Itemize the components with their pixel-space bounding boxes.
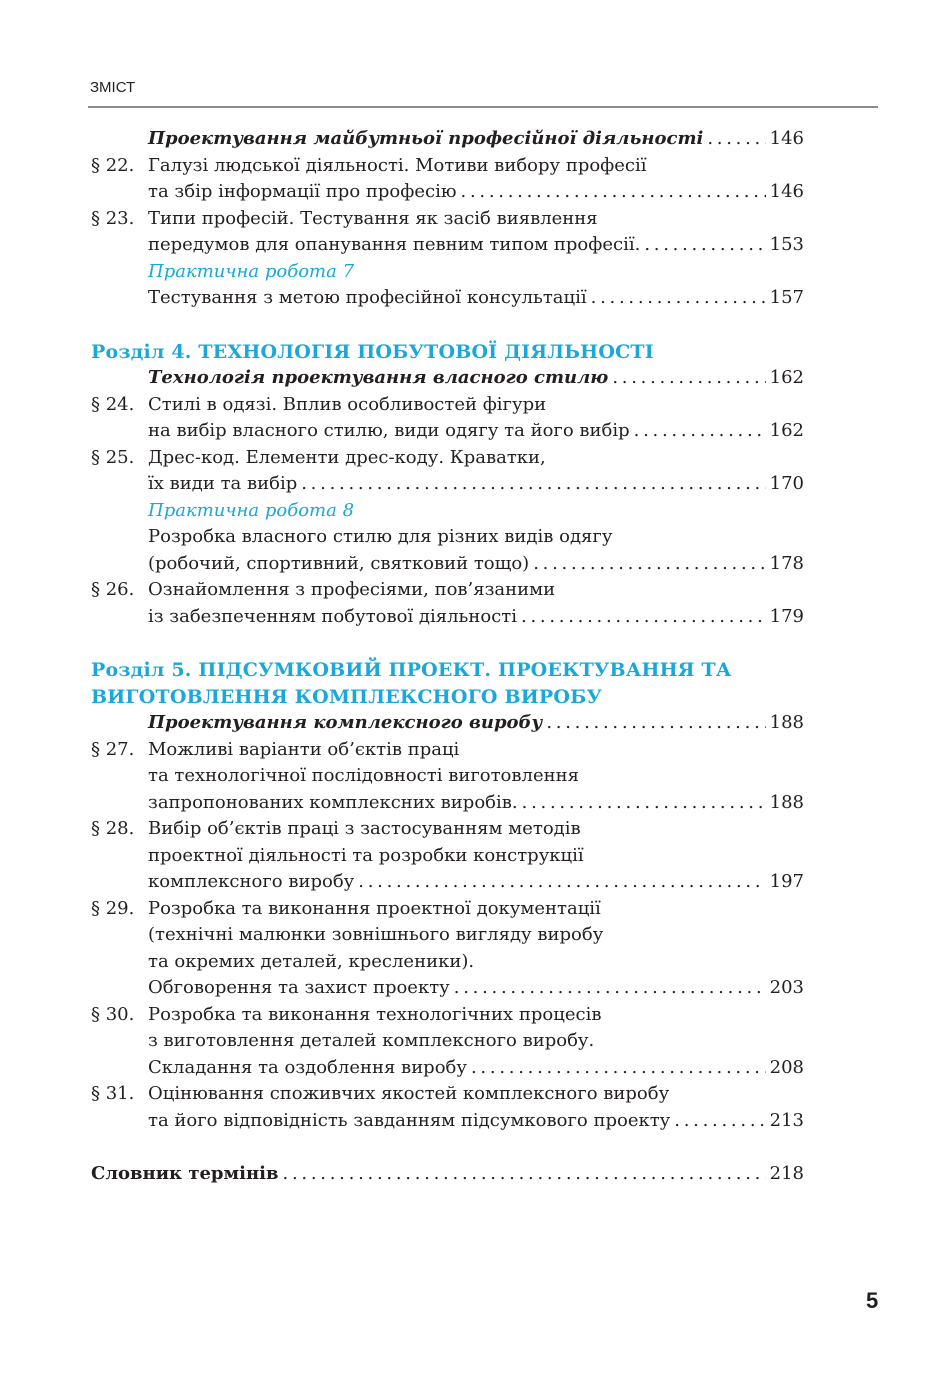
toc-entry-page: 197 xyxy=(769,871,804,892)
toc-entry-title: їх види та вибір xyxy=(148,473,298,494)
leader-dots xyxy=(674,1108,765,1135)
spacer xyxy=(91,312,804,339)
leader-dots xyxy=(707,126,765,153)
toc-entry-continuation[interactable] xyxy=(91,418,804,445)
toc-entry-practical-7[interactable] xyxy=(91,285,804,312)
practical-work-title: Практична робота 7 xyxy=(148,260,355,282)
section-heading-5-continuation[interactable]: ВИГОТОВЛЕННЯ КОМПЛЕКСНОГО ВИРОБУ xyxy=(91,685,603,708)
toc-entry-paragraph-22[interactable] xyxy=(91,153,804,180)
toc-entry-paragraph-28[interactable] xyxy=(91,816,804,843)
toc-entry-title: Проектування комплексного виробу xyxy=(148,712,543,733)
toc-entry-title: Тестування з метою професійної консультації xyxy=(148,287,587,308)
toc-entry-title: Обговорення та захист проекту xyxy=(148,977,450,998)
toc-entry-title: з виготовлення деталей комплексного виробу. xyxy=(148,1030,595,1051)
toc-entry-title: передумов для опанування певним типом професії. xyxy=(148,234,641,255)
toc-entry-title: Дрес-код. Елементи дрес-коду. Краватки, xyxy=(148,446,546,468)
toc-entry-title: Типи професій. Тестування як засіб виявлення xyxy=(148,207,598,229)
toc-entry-paragraph-27[interactable] xyxy=(91,737,804,764)
toc-entry-title: (технічні малюнки зовнішнього вигляду виробу xyxy=(148,924,604,945)
toc-entry-title: Вибір об’єктів праці з застосуванням методів xyxy=(148,818,581,839)
leader-dots xyxy=(591,285,766,312)
toc-entry-page: 162 xyxy=(769,367,804,388)
toc-entry-continuation[interactable] xyxy=(91,1028,804,1055)
toc-entry-page: 203 xyxy=(769,977,804,998)
toc-entry-continuation[interactable] xyxy=(91,949,804,976)
running-head: ЗМІСТ xyxy=(90,79,136,96)
toc-entry-glossary[interactable] xyxy=(91,1161,804,1188)
paragraph-number: § 25. xyxy=(91,446,135,468)
toc-entry-page: 146 xyxy=(769,181,804,202)
toc-entry-subsection[interactable] xyxy=(91,365,804,392)
leader-dots xyxy=(301,471,765,498)
leader-dots xyxy=(612,365,765,392)
toc-entry-paragraph-25[interactable] xyxy=(91,445,804,472)
toc-entry-title: запропонованих комплексних виробів. xyxy=(148,791,518,813)
leader-dots xyxy=(283,1161,766,1188)
leader-dots xyxy=(634,418,766,445)
toc-entry-page: 153 xyxy=(769,234,804,255)
paragraph-number: § 29. xyxy=(91,897,135,919)
paragraph-number: § 24. xyxy=(91,393,135,415)
toc-entry-continuation[interactable] xyxy=(91,1108,804,1135)
toc-entry-continuation[interactable] xyxy=(91,975,804,1002)
toc-entry-continuation[interactable] xyxy=(91,1055,804,1082)
toc-entry-continuation[interactable] xyxy=(91,232,804,259)
page-number: 5 xyxy=(866,1288,879,1313)
toc-entry-title: на вибір власного стилю, види одягу та його вибір xyxy=(148,420,630,441)
toc-entry-page: 188 xyxy=(769,712,804,733)
toc-entry-page: 188 xyxy=(769,791,804,813)
paragraph-number: § 30. xyxy=(91,1003,135,1025)
toc-entry-page: 157 xyxy=(769,287,804,308)
toc-entry-paragraph-29[interactable] xyxy=(91,896,804,923)
leader-dots xyxy=(521,604,766,631)
toc-entry-page: 170 xyxy=(769,473,804,494)
toc-entry-continuation[interactable] xyxy=(91,604,804,631)
toc-entry-title: Галузі людської діяльності. Мотиви вибору професії xyxy=(148,154,647,176)
paragraph-number: § 27. xyxy=(91,738,135,760)
toc-entry-paragraph-24[interactable] xyxy=(91,392,804,419)
toc-entry-paragraph-30[interactable] xyxy=(91,1002,804,1029)
toc-entry-title: Розробка власного стилю для різних видів одягу xyxy=(148,526,613,547)
toc-entry-continuation[interactable] xyxy=(91,790,804,817)
paragraph-number: § 23. xyxy=(91,207,135,229)
toc-entry-continuation[interactable] xyxy=(91,843,804,870)
toc-entry-title: комплексного виробу xyxy=(148,871,355,892)
toc-entry-paragraph-26[interactable] xyxy=(91,577,804,604)
toc-entry-title: Стилі в одязі. Вплив особливостей фігури xyxy=(148,393,547,415)
toc-entry-page: 146 xyxy=(769,128,804,149)
toc-entry-paragraph-23[interactable] xyxy=(91,206,804,233)
section-heading-4[interactable]: Розділ 4. ТЕХНОЛОГІЯ ПОБУТОВОЇ ДІЯЛЬНОСТІ xyxy=(91,340,654,363)
toc-entry-continuation[interactable] xyxy=(91,471,804,498)
leader-dots xyxy=(644,232,765,259)
toc-entry-title: Ознайомлення з професіями, пов’язаними xyxy=(148,579,556,600)
paragraph-number: § 28. xyxy=(91,818,135,839)
toc-entry-paragraph-31[interactable] xyxy=(91,1081,804,1108)
toc-entry-title: Технологія проектування власного стилю xyxy=(148,367,609,388)
toc-entry-title: та його відповідність завданням підсумкового проекту xyxy=(148,1109,671,1131)
leader-dots xyxy=(533,551,765,578)
toc-entry-title: Оцінювання споживчих якостей комплексного виробу xyxy=(148,1083,670,1104)
toc-entry-page: 213 xyxy=(769,1109,804,1131)
leader-dots xyxy=(546,710,765,737)
paragraph-number: § 31. xyxy=(91,1083,135,1104)
toc-entry-title: та окремих деталей, креслeники). xyxy=(148,950,475,972)
table-of-contents xyxy=(91,126,804,1188)
toc-entry-title: Словник термінів xyxy=(91,1163,279,1184)
toc-entry-title: Розробка та виконання технологічних процесів xyxy=(148,1003,602,1025)
toc-entry-title: та технологічної послідовності виготовлення xyxy=(148,765,579,786)
practical-work-label[interactable] xyxy=(91,498,804,525)
toc-entry-title: із забезпеченням побутової діяльності xyxy=(148,605,517,627)
spacer xyxy=(91,630,804,657)
leader-dots xyxy=(471,1055,766,1082)
paragraph-number: § 22. xyxy=(91,154,135,176)
toc-entry-practical-8[interactable] xyxy=(91,524,804,551)
toc-entry-page: 208 xyxy=(769,1056,804,1078)
toc-entry-page: 162 xyxy=(769,420,804,441)
toc-entry-title: проектної діяльності та розробки конструкції xyxy=(148,844,584,866)
toc-entry-page: 178 xyxy=(769,552,804,574)
section-heading-5[interactable]: Розділ 5. ПІДСУМКОВИЙ ПРОЕКТ. ПРОЕКТУВАННЯ ТА xyxy=(91,659,732,681)
toc-entry-continuation[interactable] xyxy=(91,922,804,949)
toc-entry-subsection[interactable] xyxy=(91,710,804,737)
spacer xyxy=(91,1134,804,1161)
toc-entry-subsection[interactable] xyxy=(91,126,804,153)
leader-dots xyxy=(522,790,766,817)
toc-entry-title: Можливі варіанти об’єктів праці xyxy=(148,738,460,760)
practical-work-label[interactable] xyxy=(91,259,804,286)
toc-entry-title: Проектування майбутньої професійної діяльності xyxy=(148,128,704,149)
toc-entry-title: Складання та оздоблення виробу xyxy=(148,1056,467,1078)
leader-dots xyxy=(454,975,766,1002)
toc-entry-page: 179 xyxy=(769,605,804,627)
toc-entry-page: 218 xyxy=(769,1163,804,1184)
toc-entry-continuation[interactable] xyxy=(91,551,804,578)
header-rule xyxy=(88,106,878,108)
leader-dots xyxy=(358,869,765,896)
paragraph-number: § 26. xyxy=(91,579,135,600)
practical-work-title: Практична робота 8 xyxy=(148,499,355,521)
toc-entry-title: Розробка та виконання проектної документації xyxy=(148,897,601,919)
toc-entry-title: та збір інформації про професію xyxy=(148,181,457,202)
toc-entry-continuation[interactable] xyxy=(91,763,804,790)
toc-entry-title: (робочий, спортивний, святковий тощо) xyxy=(148,552,530,574)
leader-dots xyxy=(461,179,766,206)
toc-entry-continuation[interactable] xyxy=(91,179,804,206)
toc-entry-continuation[interactable] xyxy=(91,869,804,896)
